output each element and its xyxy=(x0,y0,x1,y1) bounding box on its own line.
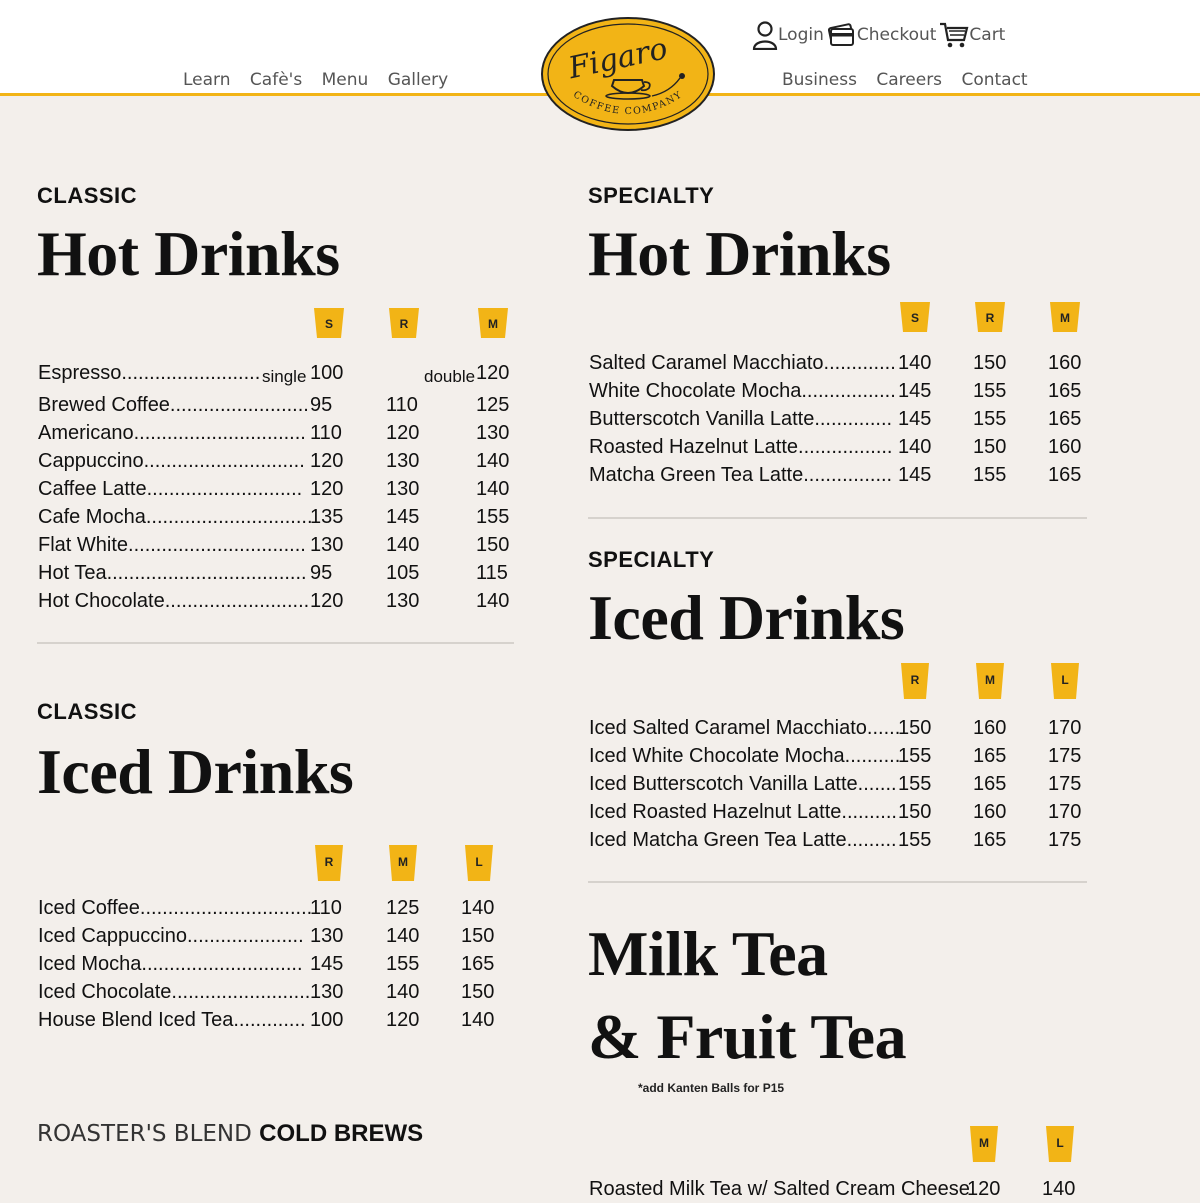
svg-text:M: M xyxy=(488,317,498,331)
item-price: 130 xyxy=(476,422,510,444)
classic-hot-kicker: CLASSIC xyxy=(37,183,138,208)
item-name: Cafe Mocha.............................. xyxy=(38,506,313,528)
item-name: Iced Mocha............................. xyxy=(38,953,303,975)
svg-text:S: S xyxy=(910,311,920,325)
item-price: 175 xyxy=(1048,773,1082,795)
size-regular-icon xyxy=(314,844,344,882)
item-name: House Blend Iced Tea............. xyxy=(38,1009,306,1031)
list-item xyxy=(38,447,518,475)
logo-wordmark: Figaro xyxy=(565,31,671,87)
item-price: 125 xyxy=(386,897,420,919)
cold-brews-heading xyxy=(37,1120,423,1148)
item-price: 130 xyxy=(386,478,420,500)
item-price: 130 xyxy=(310,981,344,1003)
item-price: 155 xyxy=(898,773,932,795)
item-price: 175 xyxy=(1048,829,1082,851)
svg-text:L: L xyxy=(1056,1136,1064,1150)
item-price: 165 xyxy=(973,829,1007,851)
item-name: Hot Chocolate.......................... xyxy=(38,590,310,612)
item-name: Cappuccino............................. xyxy=(38,450,305,472)
svg-text:M: M xyxy=(985,673,995,687)
milk-tea-title-line1: Milk Tea xyxy=(588,918,828,989)
item-name: Brewed Coffee......................... xyxy=(38,394,309,416)
item-price: 165 xyxy=(1048,408,1082,430)
item-price: 155 xyxy=(973,464,1007,486)
item-name: Espresso......................... xyxy=(38,362,261,384)
item-price: 100 xyxy=(310,1009,344,1031)
item-name: Caffee Latte............................ xyxy=(38,478,303,500)
item-price: 130 xyxy=(386,450,420,472)
login-label: Login xyxy=(778,25,824,45)
checkout-label: Checkout xyxy=(856,25,937,45)
item-price: 120 xyxy=(967,1178,1001,1200)
item-price: 140 xyxy=(386,925,420,947)
classic-hot-title: Hot Drinks xyxy=(37,218,340,289)
list-item xyxy=(38,475,518,503)
list-item xyxy=(38,587,518,615)
item-price: 120 xyxy=(386,422,420,444)
cart-link[interactable] xyxy=(939,20,1005,50)
size-regular-icon xyxy=(387,306,421,340)
item-price: 160 xyxy=(1048,352,1082,374)
nav-gallery-link[interactable]: Gallery xyxy=(387,70,449,90)
nav-business-link[interactable]: Business xyxy=(782,70,857,90)
item-price: 120 xyxy=(476,362,510,384)
item-price: 140 xyxy=(386,981,420,1003)
item-name: Roasted Milk Tea w/ Salted Cream Cheese xyxy=(589,1178,970,1200)
item-price: 160 xyxy=(973,717,1007,739)
svg-text:M: M xyxy=(1060,311,1070,325)
item-price: 150 xyxy=(973,352,1007,374)
item-price: 140 xyxy=(386,534,420,556)
svg-text:L: L xyxy=(1061,673,1069,687)
user-icon xyxy=(752,20,778,50)
nav-menu-link[interactable]: Menu xyxy=(321,70,369,90)
list-item xyxy=(38,359,518,387)
item-name: Iced Cappuccino..................... xyxy=(38,925,304,947)
item-price: 165 xyxy=(1048,380,1082,402)
item-price: 165 xyxy=(1048,464,1082,486)
item-price: 150 xyxy=(898,801,932,823)
list-item xyxy=(589,1175,1089,1203)
item-price: 140 xyxy=(461,1009,495,1031)
item-price: 160 xyxy=(973,801,1007,823)
item-price: 155 xyxy=(898,745,932,767)
item-price: 140 xyxy=(898,436,932,458)
item-price: 130 xyxy=(386,590,420,612)
list-item xyxy=(38,922,518,950)
size-small-icon xyxy=(312,306,346,340)
item-price: 110 xyxy=(310,422,342,444)
item-name: Iced Roasted Hazelnut Latte.......... xyxy=(589,801,897,823)
list-item xyxy=(589,405,1089,433)
item-name: Roasted Hazelnut Latte................. xyxy=(589,436,893,458)
item-price: 110 xyxy=(386,394,418,416)
specialty-hot-title: Hot Drinks xyxy=(588,218,891,289)
section-divider xyxy=(588,881,1087,883)
nav-right xyxy=(782,70,1042,90)
item-name: Iced White Chocolate Mocha.......... xyxy=(589,745,901,767)
list-item xyxy=(589,377,1089,405)
list-item xyxy=(589,433,1089,461)
item-price: 100 xyxy=(310,362,344,384)
item-name: Iced Coffee............................... xyxy=(38,897,313,919)
item-price: 145 xyxy=(386,506,420,528)
specialty-iced-kicker: SPECIALTY xyxy=(588,547,715,572)
item-price: 140 xyxy=(476,450,510,472)
item-price: 95 xyxy=(310,394,333,416)
specialty-hot-kicker: SPECIALTY xyxy=(588,183,715,208)
item-name: Americano............................... xyxy=(38,422,306,444)
list-item xyxy=(38,1006,518,1034)
nav-left xyxy=(183,70,462,90)
list-item xyxy=(38,950,518,978)
item-name: Salted Caramel Macchiato............. xyxy=(589,352,896,374)
item-price: 135 xyxy=(310,506,344,528)
item-size-label: double xyxy=(424,367,476,386)
item-price: 165 xyxy=(973,773,1007,795)
size-regular-icon xyxy=(973,300,1007,334)
item-price: 145 xyxy=(310,953,344,975)
item-name: Iced Salted Caramel Macchiato...... xyxy=(589,717,901,739)
item-price: 105 xyxy=(386,562,420,584)
item-price: 140 xyxy=(476,478,510,500)
list-item xyxy=(38,978,518,1006)
item-price: 170 xyxy=(1048,801,1082,823)
logo-subtitle: COFFEE COMPANY xyxy=(571,89,685,118)
shopping-cart-icon xyxy=(939,20,969,50)
size-large-icon xyxy=(1045,1125,1075,1163)
list-item xyxy=(589,798,1089,826)
size-medium-icon xyxy=(969,1125,999,1163)
item-price: 125 xyxy=(476,394,510,416)
item-name: Iced Butterscotch Vanilla Latte....... xyxy=(589,773,897,795)
classic-iced-title: Iced Drinks xyxy=(37,736,354,807)
item-price: 150 xyxy=(476,534,510,556)
section-divider xyxy=(37,642,514,644)
item-price: 160 xyxy=(1048,436,1082,458)
login-link[interactable] xyxy=(752,20,824,50)
item-name: Butterscotch Vanilla Latte.............. xyxy=(589,408,893,430)
size-medium-icon xyxy=(975,662,1005,700)
list-item xyxy=(38,503,518,531)
item-name: Iced Matcha Green Tea Latte......... xyxy=(589,829,897,851)
svg-text:M: M xyxy=(398,855,408,869)
list-item xyxy=(589,826,1089,854)
item-price: 155 xyxy=(973,408,1007,430)
item-price: 150 xyxy=(898,717,932,739)
nav-careers-link[interactable]: Careers xyxy=(876,70,943,90)
item-price: 175 xyxy=(1048,745,1082,767)
svg-text:R: R xyxy=(910,673,920,687)
size-large-icon xyxy=(464,844,494,882)
item-price: 145 xyxy=(898,464,932,486)
item-price: 155 xyxy=(898,829,932,851)
size-medium-icon xyxy=(388,844,418,882)
item-price: 170 xyxy=(1048,717,1082,739)
item-price: 165 xyxy=(461,953,495,975)
account-links xyxy=(752,20,1008,50)
list-item xyxy=(589,461,1089,489)
item-price: 145 xyxy=(898,380,932,402)
cold-brews-brand: ROASTER'S BLEND xyxy=(37,1121,252,1147)
specialty-iced-title: Iced Drinks xyxy=(588,582,905,653)
item-price: 130 xyxy=(310,534,344,556)
item-price: 155 xyxy=(476,506,510,528)
item-price: 155 xyxy=(973,380,1007,402)
svg-text:L: L xyxy=(475,855,483,869)
section-divider xyxy=(588,517,1087,519)
item-price: 130 xyxy=(310,925,344,947)
item-name: Hot Tea.................................... xyxy=(38,562,307,584)
item-price: 120 xyxy=(386,1009,420,1031)
item-price: 120 xyxy=(310,450,344,472)
item-price: 95 xyxy=(310,562,333,584)
size-large-icon xyxy=(1050,662,1080,700)
svg-text:R: R xyxy=(399,317,409,331)
list-item xyxy=(589,349,1089,377)
list-item xyxy=(589,770,1089,798)
cold-brews-label: COLD BREWS xyxy=(259,1120,424,1147)
size-medium-icon xyxy=(476,306,510,340)
credit-card-icon xyxy=(827,21,857,49)
item-size-label: single xyxy=(262,367,307,386)
svg-text:R: R xyxy=(985,311,995,325)
svg-text:S: S xyxy=(324,317,334,331)
list-item xyxy=(38,391,518,419)
item-price: 120 xyxy=(310,590,344,612)
item-price: 140 xyxy=(476,590,510,612)
figaro-logo[interactable] xyxy=(540,16,716,132)
item-price: 145 xyxy=(898,408,932,430)
item-name: Iced Chocolate......................... xyxy=(38,981,311,1003)
item-name: Flat White................................ xyxy=(38,534,306,556)
checkout-link[interactable] xyxy=(827,21,937,49)
nav-learn-link[interactable]: Learn xyxy=(183,70,231,90)
size-medium-icon xyxy=(1048,300,1082,334)
item-price: 140 xyxy=(461,897,495,919)
list-item xyxy=(589,742,1089,770)
item-name: White Chocolate Mocha................. xyxy=(589,380,896,402)
size-regular-icon xyxy=(900,662,930,700)
list-item xyxy=(38,419,518,447)
item-price: 115 xyxy=(476,562,508,584)
list-item xyxy=(38,559,518,587)
item-price: 110 xyxy=(310,897,342,919)
item-price: 140 xyxy=(898,352,932,374)
svg-text:R: R xyxy=(324,855,334,869)
item-price: 140 xyxy=(1042,1178,1076,1200)
item-price: 150 xyxy=(461,925,495,947)
nav-contact-link[interactable]: Contact xyxy=(961,70,1028,90)
list-item xyxy=(38,894,518,922)
size-small-icon xyxy=(898,300,932,334)
item-price: 150 xyxy=(461,981,495,1003)
item-price: 155 xyxy=(386,953,420,975)
list-item xyxy=(589,714,1089,742)
milk-tea-title-line2: & Fruit Tea xyxy=(588,1001,907,1072)
item-name: Matcha Green Tea Latte................ xyxy=(589,464,893,486)
cart-label: Cart xyxy=(969,25,1006,45)
svg-text:M: M xyxy=(979,1136,989,1150)
item-price: 150 xyxy=(973,436,1007,458)
item-price: 165 xyxy=(973,745,1007,767)
classic-iced-kicker: CLASSIC xyxy=(37,699,138,724)
kanten-note: *add Kanten Balls for P15 xyxy=(638,1081,785,1095)
item-price: 120 xyxy=(310,478,344,500)
list-item xyxy=(38,531,518,559)
nav-cafes-link[interactable]: Cafè's xyxy=(249,70,303,90)
